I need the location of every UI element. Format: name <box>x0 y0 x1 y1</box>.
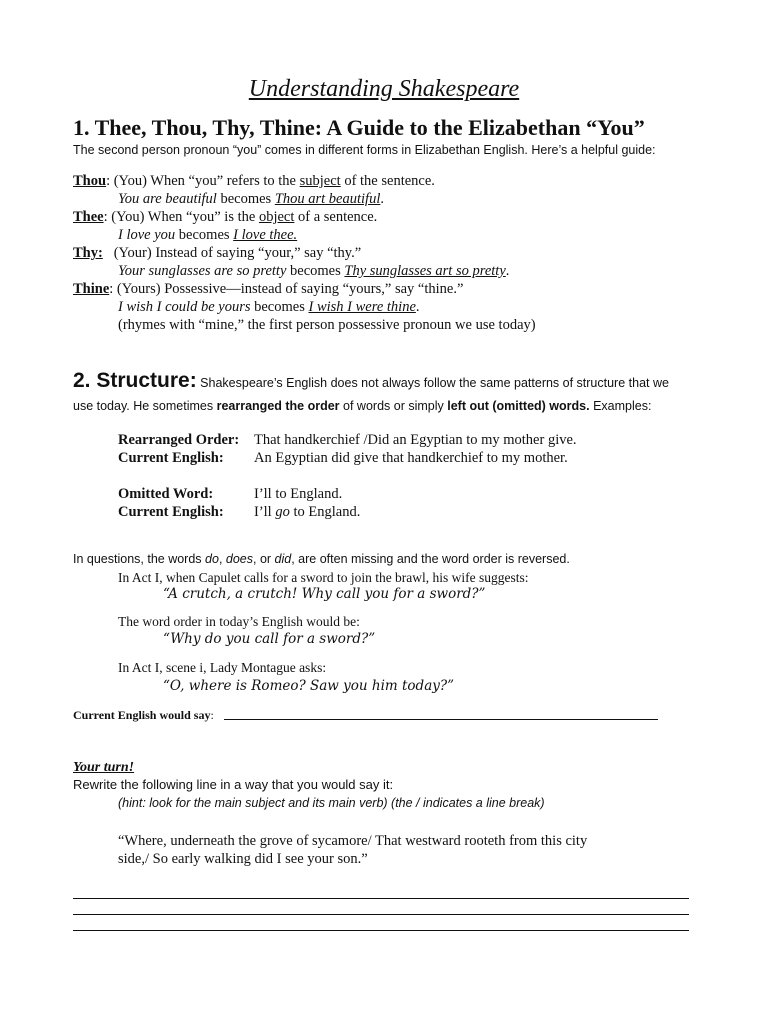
section2-intro-a: Shakespeare’s English does not always follow the same patterns of structure that we <box>196 376 669 390</box>
word-order-quote: “Why do you call for a sword?” <box>163 631 376 647</box>
thine-example <box>118 299 420 316</box>
answer-line-1[interactable] <box>73 898 689 899</box>
questions-do: do <box>205 552 219 566</box>
current-say-colon: : <box>210 708 214 722</box>
section1-heading: 1. Thee, Thou, Thy, Thine: A Guide to the Elizabethan “You” <box>73 115 645 140</box>
thou-term: Thou <box>73 173 107 189</box>
current-english-2c: to England. <box>289 504 361 520</box>
current-say-label: Current English would say <box>73 708 211 722</box>
questions-sep2: , or <box>253 552 275 566</box>
omitted-label: Omitted Word: <box>118 486 214 502</box>
thee-key: object <box>258 209 295 225</box>
thou-definition <box>73 173 435 190</box>
montague-quote: “O, where is Romeo? Saw you him today?” <box>163 678 455 694</box>
rearranged-label: Rearranged Order: <box>118 432 240 448</box>
section2-intro-line2 <box>73 399 651 413</box>
thou-example-b: becomes <box>216 191 275 207</box>
section2-intro-e: left out (omitted) words. <box>447 399 590 413</box>
thou-key: subject <box>299 173 341 189</box>
questions-note <box>73 552 570 566</box>
answer-line-current-english[interactable] <box>224 719 658 720</box>
section2-heading: 2. Structure: <box>73 369 197 392</box>
answer-line-2[interactable] <box>73 914 689 915</box>
current-english-would-say <box>73 708 214 723</box>
thy-example <box>118 263 509 280</box>
rearranged-text: That handkerchief /Did an Egyptian to my mother give. <box>254 432 577 448</box>
section2-intro-line1 <box>73 369 669 393</box>
thy-pre: (Your) Instead of saying “your,” say “thy.” <box>102 245 362 261</box>
thy-example-b: becomes <box>286 263 345 279</box>
questions-a: In questions, the words <box>73 552 206 566</box>
section2-intro-b: use today. He sometimes <box>73 399 217 413</box>
thee-example-a: I love you <box>118 227 176 243</box>
current-english-label-1: Current English: <box>118 450 224 466</box>
section2-intro-d: of words or simply <box>339 399 448 413</box>
page-title: Understanding Shakespeare <box>248 76 520 102</box>
thee-term: Thee <box>73 209 104 225</box>
thine-term: Thine <box>73 281 110 297</box>
capulet-quote: “A crutch, a crutch! Why call you for a sword?” <box>163 586 486 602</box>
current-english-2b: go <box>275 504 290 520</box>
thy-example-d: . <box>505 263 510 279</box>
montague-line: In Act I, scene i, Lady Montague asks: <box>118 660 327 675</box>
thy-term: Thy: <box>73 245 103 261</box>
current-english-2a: I’ll <box>254 504 276 520</box>
your-turn-quote-line2: side,/ So early walking did I see your son.” <box>118 851 368 867</box>
questions-sep1: , <box>218 552 226 566</box>
your-turn-hint: (hint: look for the main subject and its main verb) (the / indicates a line break) <box>118 796 545 810</box>
questions-does: does <box>225 552 253 566</box>
thy-example-a: Your sunglasses are so pretty <box>118 263 287 279</box>
your-turn-quote-line1: “Where, underneath the grove of sycamore/ That westward rooteth from this city <box>118 833 588 849</box>
thou-example-d: . <box>380 191 384 207</box>
thee-example <box>118 227 297 244</box>
capulet-line: In Act I, when Capulet calls for a sword to join the brawl, his wife suggests: <box>118 570 529 585</box>
questions-did: did <box>274 552 292 566</box>
thine-example-b: becomes <box>250 299 309 315</box>
section2-intro-f: Examples: <box>589 399 652 413</box>
thee-example-c: I love thee. <box>233 227 298 243</box>
your-turn-instruction: Rewrite the following line in a way that you would say it: <box>73 777 394 792</box>
omitted-text: I’ll to England. <box>254 486 343 502</box>
thou-example-c: Thou art beautiful <box>274 191 381 207</box>
thou-example <box>118 191 384 208</box>
current-english-text-1: An Egyptian did give that handkerchief to my mother. <box>254 450 568 466</box>
section2-intro-c: rearranged the order <box>216 399 340 413</box>
thine-example-d: . <box>415 299 420 315</box>
questions-b: , are often missing and the word order is reversed. <box>291 552 570 566</box>
thou-pre: : (You) When “you” refers to the <box>106 173 300 189</box>
thee-example-b: becomes <box>175 227 234 243</box>
thine-note: (rhymes with “mine,” the first person possessive pronoun we use today) <box>118 317 536 333</box>
thine-example-c: I wish I were thine <box>308 299 416 315</box>
word-order-line: The word order in today’s English would be: <box>118 614 360 629</box>
your-turn-heading: Your turn! <box>73 760 135 775</box>
thou-post: of the sentence. <box>340 173 435 189</box>
answer-line-3[interactable] <box>73 930 689 931</box>
thee-pre: : (You) When “you” is the <box>103 209 259 225</box>
thine-example-a: I wish I could be yours <box>118 299 251 315</box>
current-english-text-2 <box>254 504 360 521</box>
thine-definition <box>73 281 463 298</box>
thine-pre: : (Yours) Possessive—instead of saying “yours,” say “thine.” <box>109 281 464 297</box>
thee-post: of a sentence. <box>294 209 378 225</box>
section1-intro: The second person pronoun “you” comes in different forms in Elizabethan English. Here’s a helpful guide: <box>73 143 656 157</box>
thou-example-a: You are beautiful <box>118 191 217 207</box>
current-english-label-2: Current English: <box>118 504 224 520</box>
thee-definition <box>73 209 377 226</box>
thy-definition <box>73 245 361 262</box>
thy-example-c: Thy sunglasses art so pretty <box>344 263 506 279</box>
